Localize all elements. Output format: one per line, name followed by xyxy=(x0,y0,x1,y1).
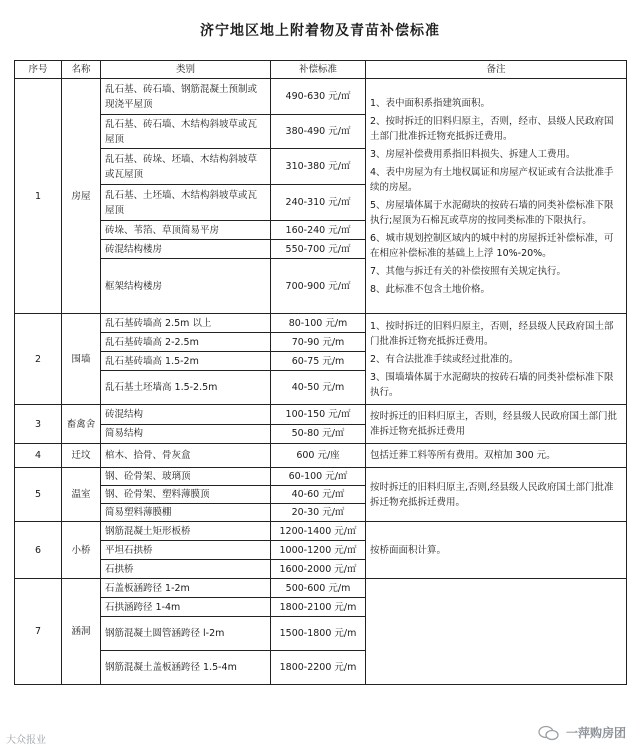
watermark-right xyxy=(538,724,626,741)
cell-remark xyxy=(366,522,627,579)
wechat-icon xyxy=(538,725,560,741)
cell-name: 涵洞 xyxy=(62,579,101,685)
cell-standard: 60-100 元/㎡ xyxy=(271,468,366,486)
header-remark: 备注 xyxy=(366,61,627,79)
cell-category: 框架结构楼房 xyxy=(101,259,271,314)
cell-category: 石拱桥 xyxy=(101,560,271,579)
table-header-row xyxy=(15,61,627,79)
remark-line: 6、城市规划控制区域内的城中村的房屋拆迁补偿标准，可在相应补偿标准的基础上上浮 10%-20%。 xyxy=(370,232,614,259)
cell-standard: 70-90 元/m xyxy=(271,333,366,352)
cell-no: 6 xyxy=(15,522,62,579)
cell-name: 迁坟 xyxy=(62,444,101,468)
table-body xyxy=(15,79,627,685)
remark-line: 包括迁葬工料等所有费用。双棺加 300 元。 xyxy=(370,450,556,461)
header-name: 名称 xyxy=(62,61,101,79)
cell-standard: 500-600 元/m xyxy=(271,579,366,598)
header-no: 序号 xyxy=(15,61,62,79)
cell-remark xyxy=(366,468,627,522)
table-row xyxy=(15,468,627,486)
remark-line: 3、围墙墙体属于水泥砌块的按砖石墙的同类补偿标准下限执行。 xyxy=(370,371,614,398)
cell-remark xyxy=(366,444,627,468)
remark-line: 按时拆迁的旧料归原主，否则，经县级人民政府国土部门批准拆迁物充抵拆迁费用 xyxy=(370,411,618,437)
cell-category: 石盖板涵跨径 1-2m xyxy=(101,579,271,598)
watermark-right-text: 一萍购房团 xyxy=(565,726,626,740)
cell-category: 乱石基、砖垛、坯墙、木结构斜坡草或瓦屋顶 xyxy=(101,149,271,185)
remark-line: 8、此标准不包含土地价格。 xyxy=(370,283,491,295)
cell-no: 3 xyxy=(15,405,62,444)
cell-category: 乱石基、土坯墙、木结构斜坡草或瓦屋顶 xyxy=(101,185,271,221)
cell-category: 乱石基砖墙高 2.5m 以上 xyxy=(101,314,271,333)
cell-standard: 490-630 元/㎡ xyxy=(271,79,366,115)
cell-standard: 1800-2100 元/m xyxy=(271,598,366,617)
cell-standard: 40-50 元/m xyxy=(271,371,366,405)
remark-line: 2、按时拆迁的旧料归原主，否则，经市、县级人民政府国土部门批准拆迁物充抵拆迁费用。 xyxy=(370,115,614,142)
cell-category: 砖混结构楼房 xyxy=(101,240,271,259)
cell-category: 乱石基土坯墙高 1.5-2.5m xyxy=(101,371,271,405)
header-standard: 补偿标准 xyxy=(271,61,366,79)
cell-standard: 80-100 元/m xyxy=(271,314,366,333)
cell-name: 畜禽舍 xyxy=(62,405,101,444)
cell-category: 砖混结构 xyxy=(101,405,271,425)
cell-category: 平坦石拱桥 xyxy=(101,541,271,560)
cell-name: 围墙 xyxy=(62,314,101,405)
cell-standard: 50-80 元/㎡ xyxy=(271,424,366,444)
cell-standard: 1600-2000 元/㎡ xyxy=(271,560,366,579)
cell-standard: 700-900 元/㎡ xyxy=(271,259,366,314)
remark-line: 7、其他与拆迁有关的补偿按照有关规定执行。 xyxy=(370,265,567,277)
page-title: 济宁地区地上附着物及青苗补偿标准 xyxy=(200,23,440,39)
cell-category: 乱石基、砖石墙、木结构斜坡草或瓦屋顶 xyxy=(101,115,271,149)
cell-standard: 160-240 元/㎡ xyxy=(271,221,366,240)
table-row xyxy=(15,579,627,598)
cell-category: 乱石基砖墙高 2-2.5m xyxy=(101,333,271,352)
cell-standard: 380-490 元/㎡ xyxy=(271,115,366,149)
cell-standard: 100-150 元/㎡ xyxy=(271,405,366,425)
remark-line: 1、按时拆迁的旧料归原主，否则，经县级人民政府国土部门批准拆迁物充抵拆迁费用。 xyxy=(370,320,614,347)
cell-standard: 600 元/座 xyxy=(271,444,366,468)
cell-category: 砖垛、苇箔、草顶简易平房 xyxy=(101,221,271,240)
remark-line: 按桥面面积计算。 xyxy=(370,544,447,556)
cell-standard: 1200-1400 元/㎡ xyxy=(271,522,366,541)
cell-no: 4 xyxy=(15,444,62,468)
cell-category: 乱石基、砖石墙、钢筋混凝土预制或现浇平屋顶 xyxy=(101,79,271,115)
cell-category: 乱石基砖墙高 1.5-2m xyxy=(101,352,271,371)
table-row xyxy=(15,79,627,115)
cell-category: 石拱涵跨径 1-4m xyxy=(101,598,271,617)
cell-no: 2 xyxy=(15,314,62,405)
cell-name: 小桥 xyxy=(62,522,101,579)
remark-line: 4、表中房屋为有土地权属证和房屋产权证或有合法批准手续的房屋。 xyxy=(370,166,614,193)
cell-remark xyxy=(366,79,627,314)
table-row xyxy=(15,405,627,425)
watermark-left: 大众报业 xyxy=(6,735,46,746)
remark-line: 3、房屋补偿费用系指旧料损失、拆建人工费用。 xyxy=(370,148,576,160)
cell-standard: 40-60 元/㎡ xyxy=(271,486,366,504)
cell-remark xyxy=(366,579,627,685)
cell-no: 1 xyxy=(15,79,62,314)
cell-category: 钢筋混凝土圆管涵跨径 l-2m xyxy=(101,617,271,651)
cell-standard: 60-75 元/m xyxy=(271,352,366,371)
cell-remark xyxy=(366,405,627,444)
cell-category: 棺木、拾骨、骨灰盒 xyxy=(101,444,271,468)
remark-line: 按时拆迁的旧料归原主,否则,经县级人民政府国土部门批准拆迁物充抵拆迁费用。 xyxy=(370,481,614,508)
header-category: 类别 xyxy=(101,61,271,79)
table-row xyxy=(15,522,627,541)
cell-category: 钢筋混凝土盖板涵跨径 1.5-4m xyxy=(101,651,271,685)
cell-name: 房屋 xyxy=(62,79,101,314)
cell-standard: 240-310 元/㎡ xyxy=(271,185,366,221)
cell-category: 钢、砼骨架、玻璃顶 xyxy=(101,468,271,486)
cell-standard: 550-700 元/㎡ xyxy=(271,240,366,259)
cell-standard: 1800-2200 元/m xyxy=(271,651,366,685)
remark-line: 1、表中面积系指建筑面积。 xyxy=(370,97,491,109)
table-row xyxy=(15,314,627,333)
cell-standard: 20-30 元/㎡ xyxy=(271,504,366,522)
cell-remark xyxy=(366,314,627,405)
cell-name: 温室 xyxy=(62,468,101,522)
cell-no: 5 xyxy=(15,468,62,522)
table-row xyxy=(15,444,627,468)
cell-category: 钢、砼骨架、塑料薄膜顶 xyxy=(101,486,271,504)
cell-category: 钢筋混凝土矩形板桥 xyxy=(101,522,271,541)
cell-standard: 1000-1200 元/㎡ xyxy=(271,541,366,560)
cell-category: 简易塑料薄膜棚 xyxy=(101,504,271,522)
cell-standard: 310-380 元/㎡ xyxy=(271,149,366,185)
remark-line: 2、有合法批准手续或经过批准的。 xyxy=(370,353,519,365)
cell-no: 7 xyxy=(15,579,62,685)
cell-standard: 1500-1800 元/m xyxy=(271,617,366,651)
compensation-table xyxy=(14,60,627,685)
remark-line: 5、房屋墙体属于水泥砌块的按砖石墙的同类补偿标准下限执行;屋顶为石棉瓦或草房的按同类标准的下限执行。 xyxy=(370,199,614,226)
cell-category: 简易结构 xyxy=(101,424,271,444)
